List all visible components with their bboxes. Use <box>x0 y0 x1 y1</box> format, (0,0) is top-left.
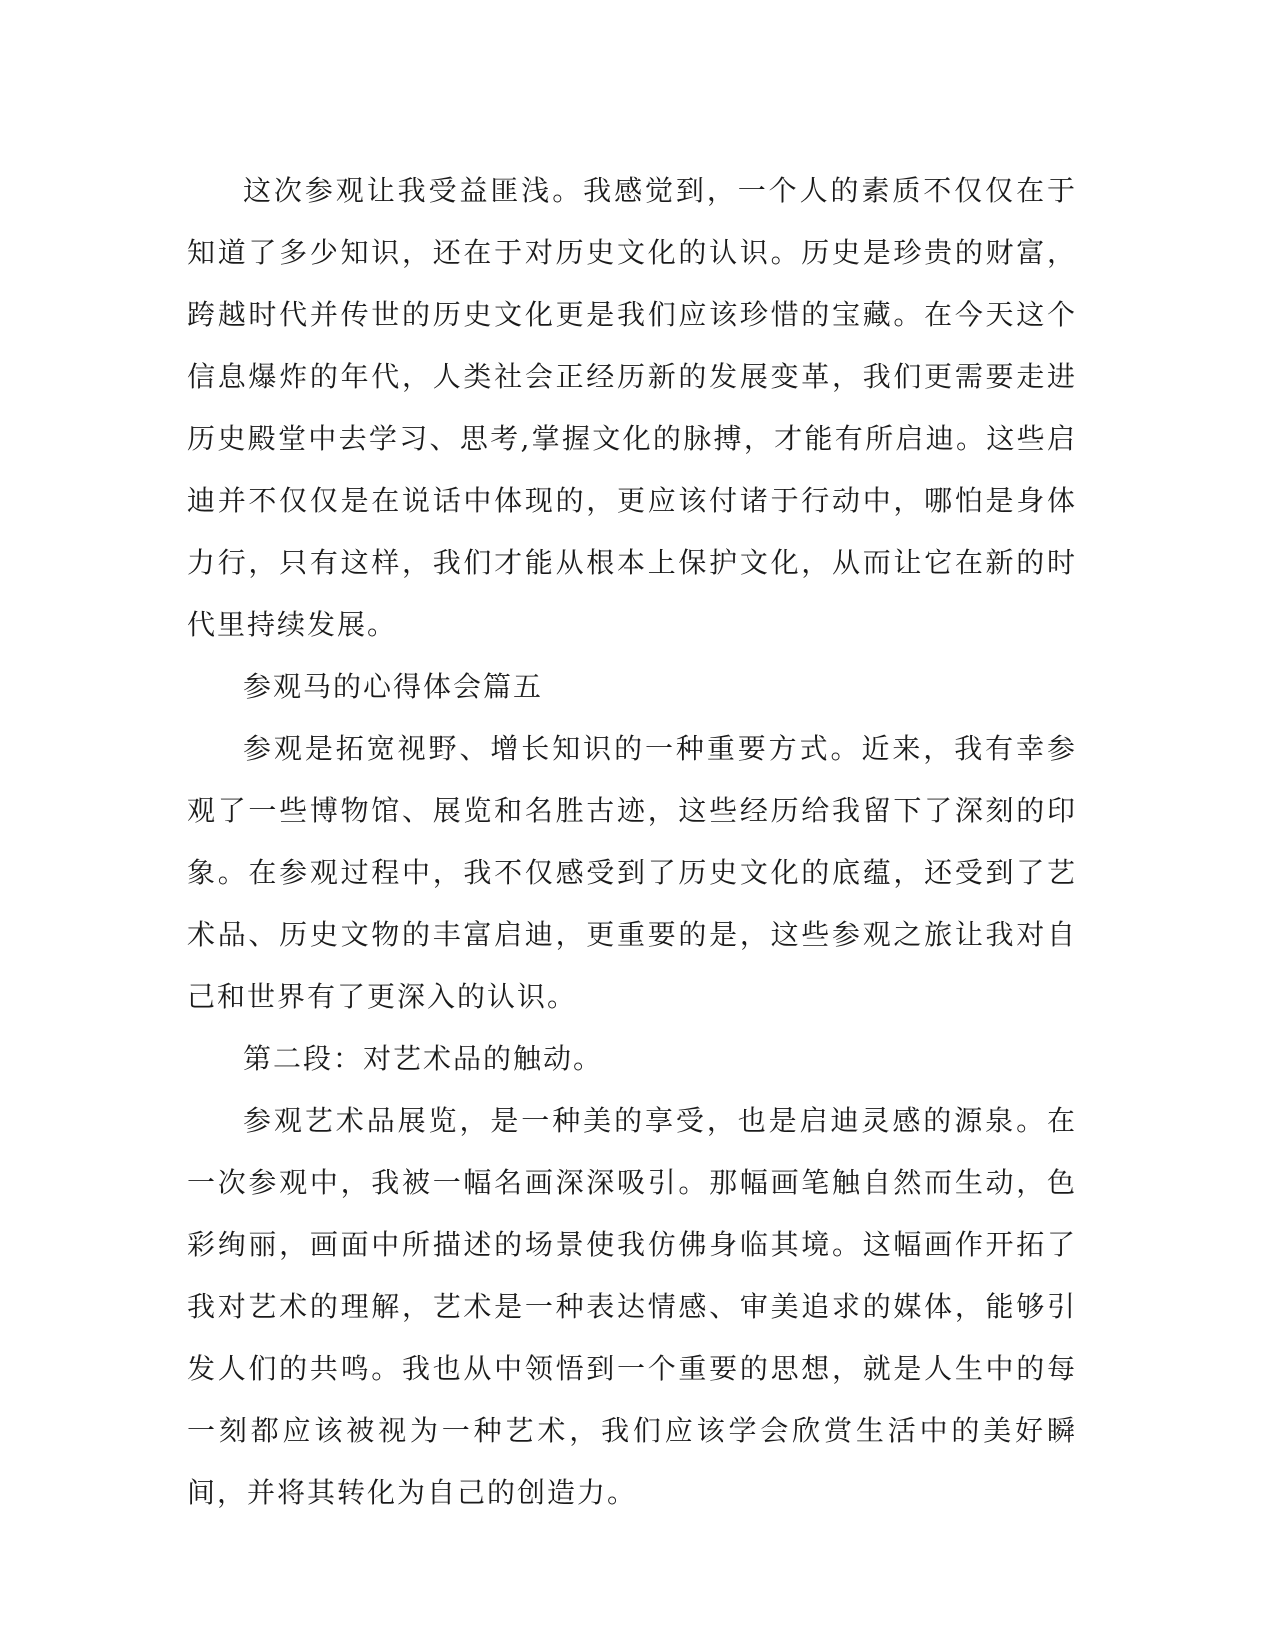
paragraph-1: 这次参观让我受益匪浅。我感觉到，一个人的素质不仅仅在于知道了多少知识，还在于对历史文化的认识。历史是珍贵的财富，跨越时代并传世的历史文化更是我们应该珍惜的宝藏。在今天这个信息爆炸的年代，人类社会正经历新的发展变革，我们更需要走进历史殿堂中去学习、思考,掌握文化的脉搏，才能有所启迪。这些启迪并不仅仅是在说话中体现的，更应该付诸于行动中，哪怕是身体力行，只有这样，我们才能从根本上保护文化，从而让它在新的时代里持续发展。 <box>187 174 1077 641</box>
paragraph-2: 参观是拓宽视野、增长知识的一种重要方式。近来，我有幸参观了一些博物馆、展览和名胜古迹，这些经历给我留下了深刻的印象。在参观过程中，我不仅感受到了历史文化的底蕴，还受到了艺术品、历史文物的丰富启迪，更重要的是，这些参观之旅让我对自己和世界有了更深入的认识。 <box>187 732 1077 1013</box>
section-heading-part-2: 第二段：对艺术品的触动。 <box>243 1042 604 1075</box>
paragraph-3: 参观艺术品展览，是一种美的享受，也是启迪灵感的源泉。在一次参观中，我被一幅名画深深吸引。那幅画笔触自然而生动，色彩绚丽，画面中所描述的场景使我仿佛身临其境。这幅画作开拓了我对艺术的理解，艺术是一种表达情感、审美追求的媒体，能够引发人们的共鸣。我也从中领悟到一个重要的思想，就是人生中的每一刻都应该被视为一种艺术，我们应该学会欣赏生活中的美好瞬间，并将其转化为自己的创造力。 <box>187 1104 1077 1509</box>
document-body <box>187 160 1077 1524</box>
section-heading-5: 参观马的心得体会篇五 <box>243 670 544 703</box>
